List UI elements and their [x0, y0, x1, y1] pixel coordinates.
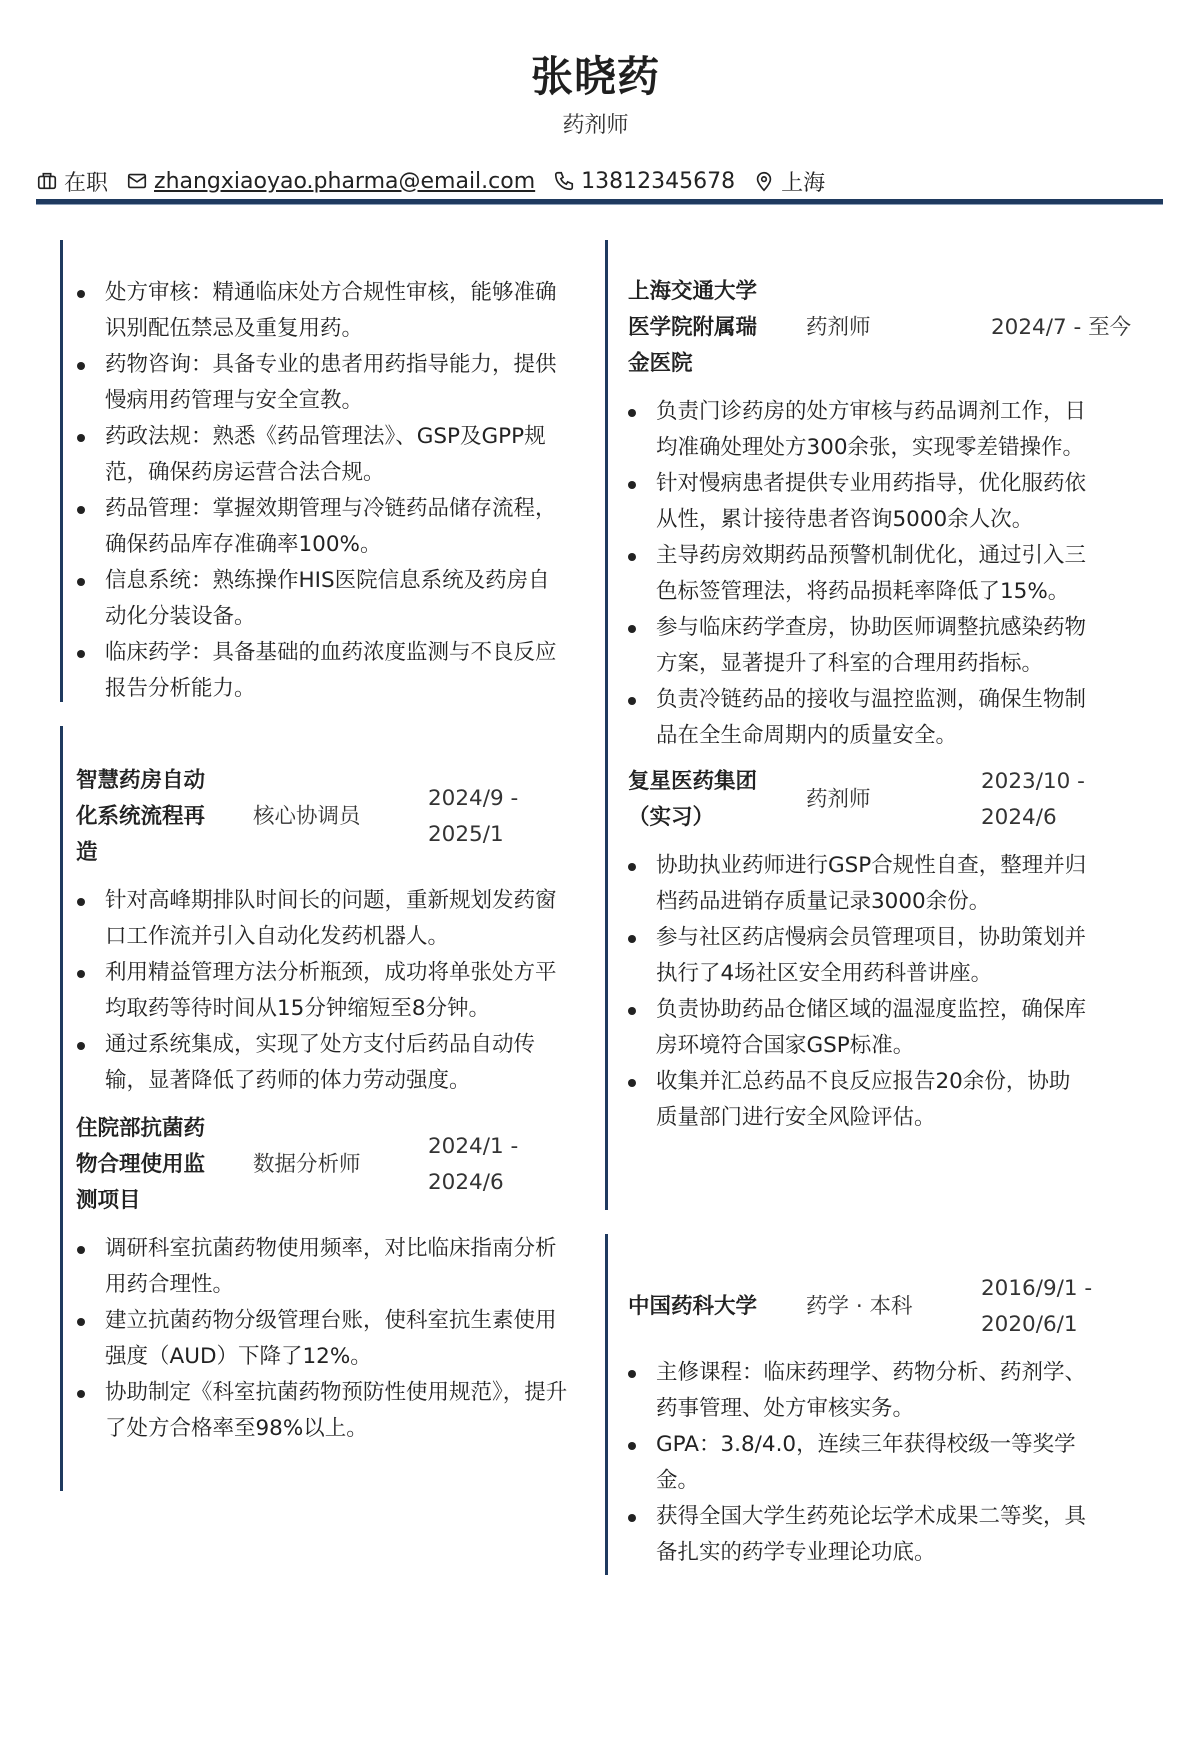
list-item: 药物咨询：具备专业的患者用药指导能力，提供慢病用药管理与安全宣教。: [63, 347, 570, 419]
list-item: 协助制定《科室抗菌药物预防性使用规范》，提升了处方合格率至98%以上。: [63, 1375, 570, 1447]
list-item: 调研科室抗菌药物使用频率，对比临床指南分析用药合理性。: [63, 1231, 570, 1303]
list-item: 药政法规：熟悉《药品管理法》、GSP及GPP规范，确保药房运营合法合规。: [63, 419, 570, 491]
project-header: [63, 1111, 570, 1219]
skills-list: [63, 275, 570, 707]
work-entry: [608, 274, 1165, 754]
contact-phone: [553, 169, 735, 194]
education-date: [981, 1271, 1092, 1343]
work-bullets: [608, 848, 1165, 1136]
work-header: [608, 764, 1165, 836]
education-header: [608, 1271, 1165, 1343]
briefcase-icon: [36, 170, 58, 192]
date-start: 2016/9/1 -: [981, 1276, 1093, 1301]
work-date: [981, 764, 1085, 836]
work-entry: [608, 764, 1165, 1136]
list-item: GPA：3.8/4.0，连续三年获得校级一等奖学金。: [614, 1427, 1089, 1499]
job-title: 药剂师: [562, 113, 629, 138]
mail-icon: [126, 170, 148, 192]
project-header: [63, 763, 570, 871]
date-end: 2024/6: [981, 805, 1057, 830]
project-entry: [63, 1111, 570, 1447]
list-item: 主修课程：临床药理学、药物分析、药剂学、药事管理、处方审核实务。: [614, 1355, 1089, 1427]
project-name: 住院部抗菌药物合理使用监测项目: [76, 1116, 206, 1213]
list-item: 负责门诊药房的处方审核与药品调剂工作，日均准确处理处方300余张，实现零差错操作。: [614, 394, 1089, 466]
header-divider: [36, 199, 1163, 204]
list-item: 负责冷链药品的接收与温控监测，确保生物制品在全生命周期内的质量安全。: [614, 682, 1089, 754]
major: 药学 · 本科: [806, 1294, 913, 1319]
list-item: 信息系统：熟练操作HIS医院信息系统及药房自动化分装设备。: [63, 563, 570, 635]
list-item: 通过系统集成，实现了处方支付后药品自动传输，显著降低了药师的体力劳动强度。: [63, 1027, 570, 1099]
list-item: 参与社区药店慢病会员管理项目，协助策划并执行了4场社区安全用药科普讲座。: [614, 920, 1089, 992]
email-link[interactable]: zhangxiaoyao.pharma@email.com: [154, 168, 536, 194]
list-item: 临床药学：具备基础的血药浓度监测与不良反应报告分析能力。: [63, 635, 570, 707]
location-pin-icon: [753, 170, 775, 192]
date-start: 2024/9 -: [428, 786, 519, 811]
project-date: [428, 781, 518, 853]
list-item: 协助执业药师进行GSP合规性自查，整理并归档药品进销存质量记录3000余份。: [614, 848, 1089, 920]
project-date: [428, 1129, 518, 1201]
project-role: 数据分析师: [253, 1152, 361, 1177]
contact-email: [126, 169, 535, 194]
contact-bar: [36, 164, 843, 198]
list-item: 针对高峰期排队时间长的问题，重新规划发药窗口工作流并引入自动化发药机器人。: [63, 883, 570, 955]
skills-section: [60, 240, 570, 702]
date-end: 2025/1: [428, 822, 504, 847]
location-text: 上海: [781, 170, 826, 196]
status-text: 在职: [64, 170, 109, 196]
contact-status: [36, 166, 108, 197]
candidate-name: 张晓药: [530, 52, 660, 101]
school-name: 中国药科大学: [628, 1294, 758, 1319]
work-org: 上海交通大学医学院附属瑞金医院: [628, 279, 758, 376]
list-item: 主导药房效期药品预警机制优化，通过引入三色标签管理法，将药品损耗率降低了15%。: [614, 538, 1089, 610]
list-item: 建立抗菌药物分级管理台账，使科室抗生素使用强度（AUD）下降了12%。: [63, 1303, 570, 1375]
list-item: 收集并汇总药品不良反应报告20余份，协助质量部门进行安全风险评估。: [614, 1064, 1089, 1136]
list-item: 获得全国大学生药苑论坛学术成果二等奖，具备扎实的药学专业理论功底。: [614, 1499, 1089, 1571]
date-start: 2024/1 -: [428, 1134, 519, 1159]
work-section: [605, 240, 1165, 1210]
work-role: 药剂师: [806, 787, 871, 812]
contact-location: [753, 166, 825, 197]
work-header: [608, 274, 1165, 382]
list-item: 处方审核：精通临床处方合规性审核，能够准确识别配伍禁忌及重复用药。: [63, 275, 570, 347]
list-item: 药品管理：掌握效期管理与冷链药品储存流程，确保药品库存准确率100%。: [63, 491, 570, 563]
phone-icon: [553, 170, 575, 192]
education-section: [605, 1234, 1165, 1575]
list-item: 负责协助药品仓储区域的温湿度监控，确保库房环境符合国家GSP标准。: [614, 992, 1089, 1064]
projects-section: [60, 726, 570, 1491]
date-end: 2024/6: [428, 1170, 504, 1195]
work-org: 复星医药集团（实习）: [628, 769, 758, 830]
date-start: 2023/10 -: [981, 769, 1085, 794]
date-end: 2020/6/1: [981, 1312, 1078, 1337]
project-bullets: [63, 883, 570, 1099]
project-bullets: [63, 1231, 570, 1447]
work-bullets: [608, 394, 1165, 754]
project-name: 智慧药房自动化系统流程再造: [76, 768, 206, 865]
project-role: 核心协调员: [253, 804, 361, 829]
phone-text: 13812345678: [581, 168, 736, 194]
list-item: 参与临床药学查房，协助医师调整抗感染药物方案，显著提升了科室的合理用药指标。: [614, 610, 1089, 682]
work-role: 药剂师: [806, 315, 871, 340]
education-bullets: [608, 1355, 1165, 1571]
list-item: 针对慢病患者提供专业用药指导，优化服药依从性，累计接待患者咨询5000余人次。: [614, 466, 1089, 538]
list-item: 利用精益管理方法分析瓶颈，成功将单张处方平均取药等待时间从15分钟缩短至8分钟。: [63, 955, 570, 1027]
work-date: 2024/7 - 至今: [991, 315, 1132, 340]
project-entry: [63, 763, 570, 1099]
